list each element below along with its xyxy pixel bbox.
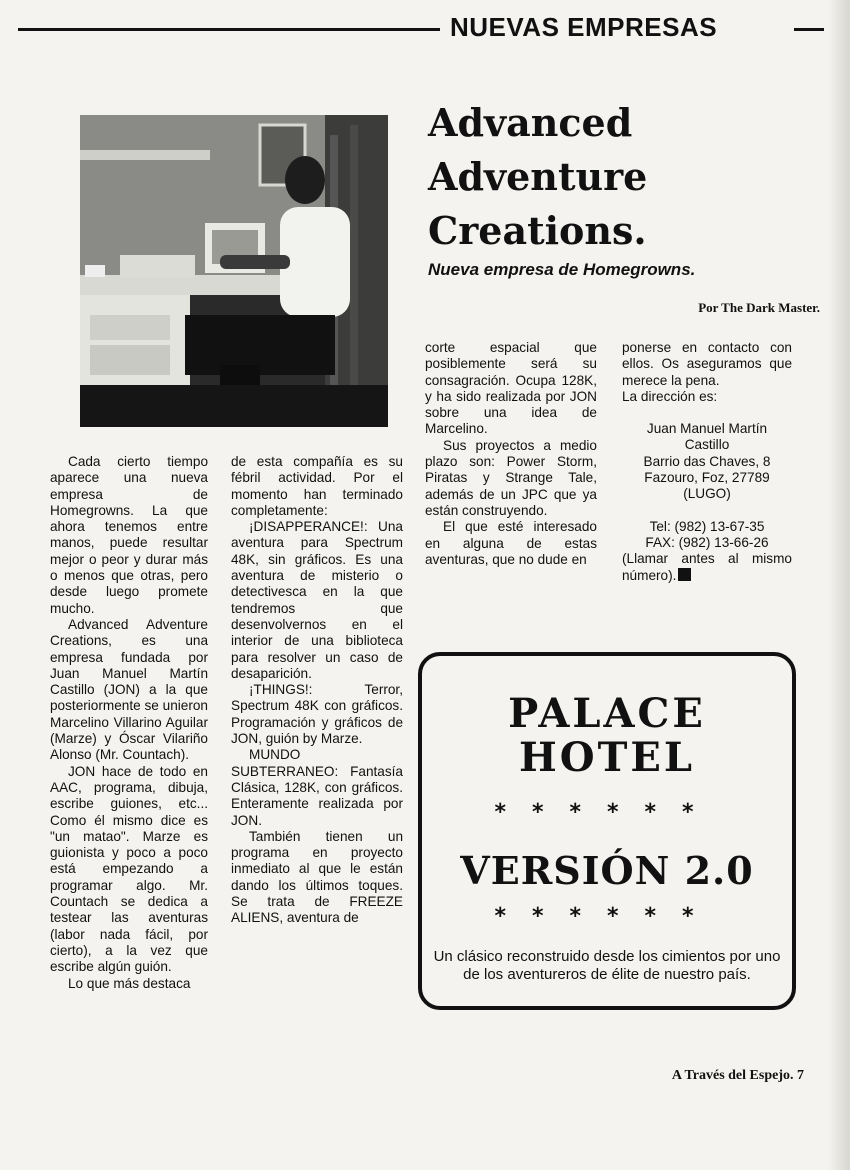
address-line: Castillo bbox=[684, 437, 730, 453]
paragraph: Advanced Adventure Creations, es una empresa fundada por Juan Manuel Martín Castillo (JON) a la que posteriormente se unieron Marcelino Villarino Aguilar (Marze) y Óscar Vilariño Alonso (Mr. Countach). bbox=[50, 616, 208, 763]
ad-stars-bottom: ****** bbox=[494, 904, 720, 929]
article-photo bbox=[80, 115, 388, 427]
text-column-3 bbox=[425, 340, 597, 568]
ad-description: Un clásico reconstruido desde los cimientos por uno de los aventureros de élite de nuestro país. bbox=[433, 948, 781, 983]
address-line: Fazouro, Foz, 27789 bbox=[644, 470, 770, 486]
text-column-1 bbox=[50, 454, 208, 992]
address-line: Barrio das Chaves, 8 bbox=[643, 453, 771, 469]
palace-hotel-ad bbox=[418, 652, 796, 1010]
end-mark-icon bbox=[678, 568, 691, 581]
photo-illustration bbox=[80, 115, 388, 427]
paragraph: corte espacial que posiblemente será su consagración. Ocupa 128K, y ha sido realizada por JON sobre una idea de Marcelino. bbox=[425, 340, 597, 437]
paragraph: JON hace de todo en AAC, programa, dibuja, escribe guiones, etc... Como él mismo dice es "un matao". Marze es guionista y poco a poco está empezando a programar algo. Mr. Countach se dedica a testear las aventuras (labor nada fácil, por cierto), a la vez que escribe algún guión. bbox=[50, 763, 208, 975]
article-byline: Por The Dark Master. bbox=[698, 300, 820, 315]
paragraph: También tienen un programa en proyecto inmediato al que le están dando los últimos toques. Se trata de FREEZE ALIENS, aventura de bbox=[231, 828, 403, 926]
paragraph: ¡THINGS!: Terror, Spectrum 48K con gráficos. Programación y gráficos de JON, guión by Marze. bbox=[231, 682, 403, 747]
paragraph: Cada cierto tiempo aparece una nueva empresa de Homegrowns. La que ahora tenemos entre manos, puede resultar mejor o peor y durar más o menos que otras, pero desde luego promete mucho. bbox=[50, 454, 208, 616]
article-subhead: Nueva empresa de Homegrowns. bbox=[428, 260, 696, 279]
text-column-4 bbox=[622, 340, 792, 584]
ad-stars-top: ****** bbox=[494, 800, 720, 825]
paragraph: ¡DISAPPERANCE!: Una aventura para Spectrum 48K, sin gráficos. Es una aventura de misterio o detectivesca en la que tendremos que desenvolvernos en el interior de una biblioteca para resolver un caso de desaparición. bbox=[231, 519, 403, 681]
page-footer: A Través del Espejo. 7 bbox=[671, 1068, 804, 1083]
header-rule-left bbox=[18, 28, 440, 31]
header-rule-right bbox=[794, 28, 824, 31]
text-column-2 bbox=[231, 454, 403, 927]
paragraph: Sus proyectos a medio plazo son: Power Storm, Piratas y Strange Tale, además de un JPC que ya están construyendo. bbox=[425, 437, 597, 518]
ad-title: PALACE HOTEL bbox=[508, 690, 706, 781]
paragraph: MUNDO SUBTERRANEO: Fantasía Clásica, 128K, con gráficos. Enteramente realizada por JON. bbox=[231, 747, 403, 828]
paragraph: de esta compañía es su fébril actividad. Por el momento han terminado completamente: bbox=[231, 454, 403, 518]
contact-note-text: (Llamar antes al mismo número). bbox=[622, 551, 792, 583]
paragraph: ponerse en contacto con ellos. Os aseguramos que merece la pena. bbox=[622, 340, 792, 388]
page-edge-shadow bbox=[828, 0, 850, 1170]
address-line: Juan Manuel Martín bbox=[646, 421, 768, 437]
paragraph: El que esté interesado en alguna de estas aventuras, que no dude en bbox=[425, 519, 597, 567]
address-intro: La dirección es: bbox=[622, 388, 718, 404]
paragraph: Lo que más destaca bbox=[68, 975, 191, 991]
fax-number: FAX: (982) 13-66-26 bbox=[645, 534, 769, 550]
address-line: (LUGO) bbox=[683, 486, 731, 502]
ad-version: VERSIÓN 2.0 bbox=[460, 848, 754, 893]
phone-number: Tel: (982) 13-67-35 bbox=[649, 518, 765, 534]
contact-note bbox=[622, 551, 792, 584]
section-title: NUEVAS EMPRESAS bbox=[450, 12, 718, 42]
article-headline: Advanced Adventure Creations. bbox=[428, 100, 648, 253]
